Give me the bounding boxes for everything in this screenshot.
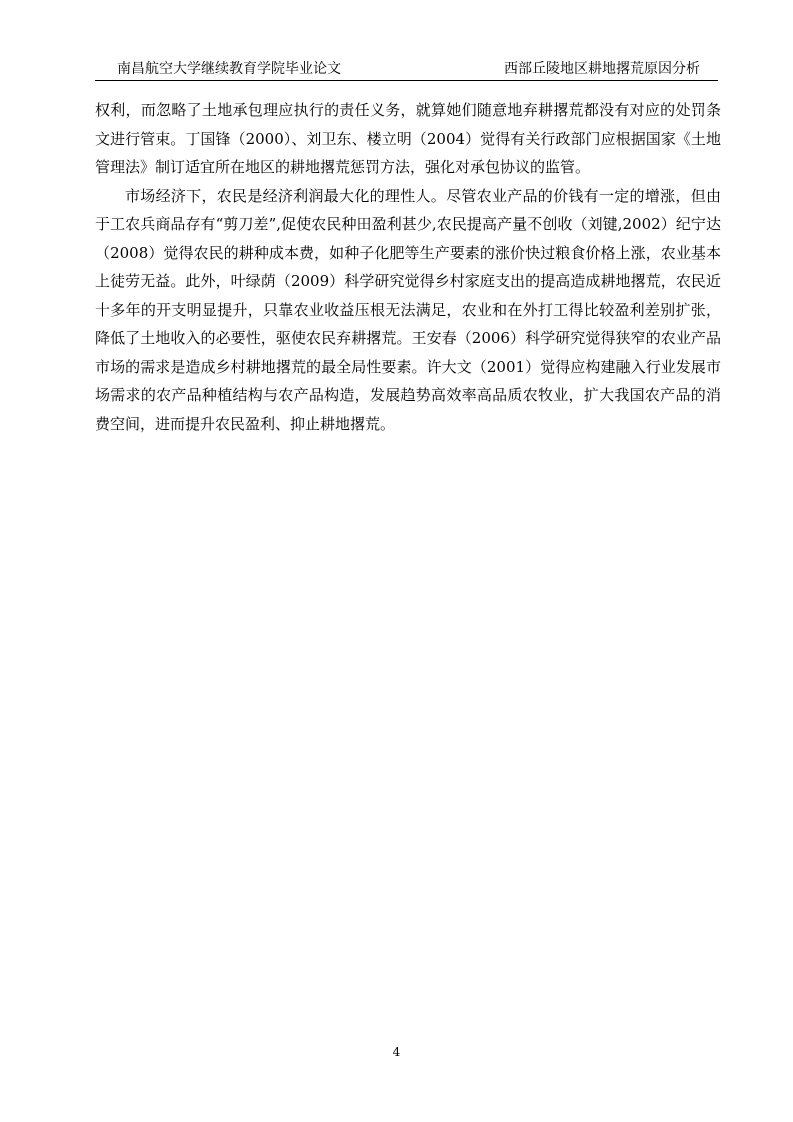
header-school-title: 南昌航空大学继续教育学院毕业论文: [117, 61, 341, 77]
paragraph-market-economy: 市场经济下，农民是经济利润最大化的理性人。尽管农业产品的价钱有一定的增涨，但由于工农兵商品存有“剪刀差”,促使农民种田盈利甚少,农民提高产量不创收（刘键,2002）纪宁达（2008）觉得农民的耕种成本费，如种子化肥等生产要素的涨价快过粮食价格上涨，农业基本上徒劳无益。此外，叶绿荫（2009）科学研究觉得乡村家庭支出的提高造成耕地撂荒，农民近十多年的开支明显提升，只靠农业收益压根无法满足，农业和在外打工得比较盈利差别扩张，降低了土地收入的必要性，驱使农民弃耕撂荒。王安春（2006）科学研究觉得狭窄的农业产品市场的需求是造成乡村耕地撂荒的最全局性要素。许大文（2001）觉得应构建融入行业发展市场需求的农产品种植结构与农产品构造，发展趋势高效率高品质农牧业，扩大我国农产品的消费空间，进而提升农民盈利、抑止耕地撂荒。: [95, 186, 721, 433]
page-header: [95, 56, 718, 81]
header-thesis-title: 西部丘陵地区耕地撂荒原因分析: [504, 61, 700, 77]
paragraph-continued: 权利，而忽略了土地承包理应执行的责任义务，就算她们随意地弃耕撂荒都没有对应的处罚条文进行管束。丁国锋（2000）、刘卫东、楼立明（2004）觉得有关行政部门应根据国家《土地管理法》制订适宜所在地区的耕地撂荒惩罚方法，强化对承包协议的监管。: [95, 101, 721, 176]
body-text: [95, 96, 721, 438]
page-number: 4: [392, 1045, 401, 1059]
